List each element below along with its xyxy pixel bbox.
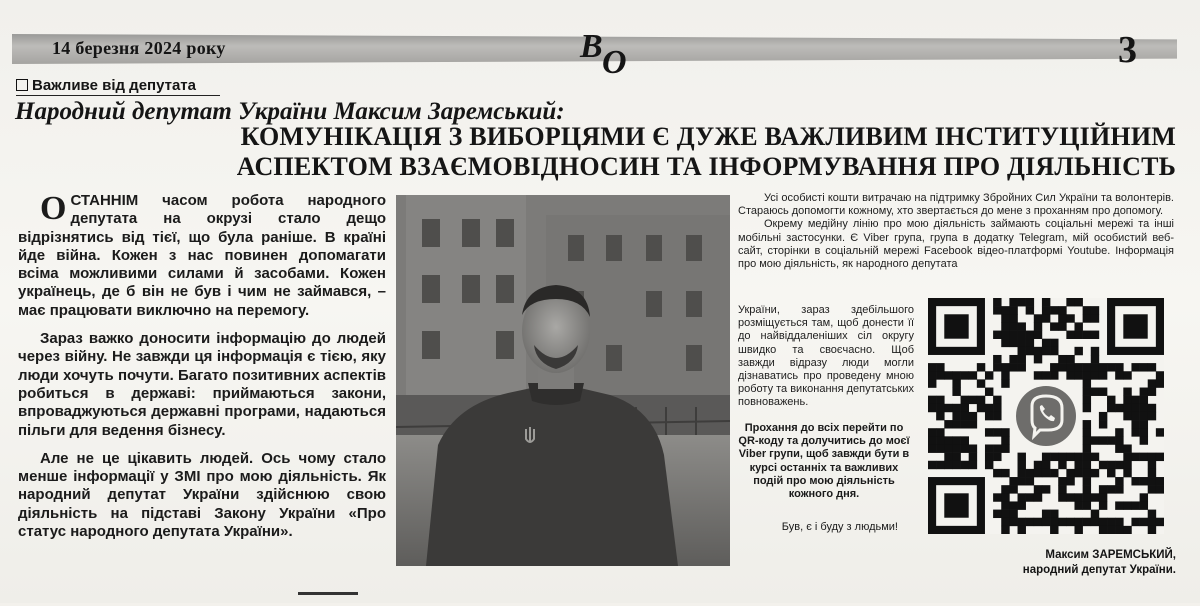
paragraph-2: Зараз важко доносити інформацію до людей через війну. Не завжди ця інформація є тією, яку люди хочуть почути. Багато позитивних аспектів робиться в державі: приймаються закони, впроваджуються державні програми, надаються пільги для ведення бізнесу. — [18, 330, 386, 439]
right-paragraph-2: Окрему медійну лінію про мою діяльність займають соціальні мережі та інші мобільні застосунки. Є Viber група, група в додатку Telegram, мій особистий веб-сайт, сторінки в соціальній мережі Facebook відео-платформі Youtube. Інформація про мою діяльність, як народного депутата — [738, 218, 1174, 271]
left-column — [18, 192, 386, 551]
right-column-top — [738, 192, 1174, 271]
logo-letter-v: В — [580, 28, 603, 65]
right-paragraph-1: Усі особисті кошти витрачаю на підтримку Збройних Сил України та волонтерів. Стараюсь допомогти кожному, хто звертається до мене з проханням про допомогу. — [738, 192, 1174, 218]
newspaper-logo — [578, 28, 630, 81]
signature-title: народний депутат України. — [1022, 564, 1176, 576]
qr-code — [928, 298, 1164, 534]
right-paragraph-3: України, зараз здебільшого розміщується там, щоб донести її до найвіддаленіших сіл округу швидко та своєчасно. Щоб завжди відразу люди могли дізнаватись про проведену мною роботу та виконання депутатських повноважень. — [738, 304, 914, 409]
signature-name: Максим ЗАРЕМСЬКИЙ, — [1045, 549, 1176, 561]
article-kicker: Народний депутат України Максим Заремський: — [15, 98, 565, 125]
qr-code-graphic — [928, 298, 1164, 534]
paragraph-1 — [18, 192, 386, 320]
issue-date: 14 березня 2024 року — [52, 38, 226, 58]
article-headline — [237, 122, 1176, 182]
rubric-label: Важливе від депутата — [32, 77, 196, 94]
deputy-photo — [396, 195, 730, 566]
logo-letter-o: О — [602, 44, 627, 81]
photo-illustration — [396, 195, 730, 566]
closing-line: Був, є і буду з людьми! — [781, 521, 898, 533]
next-article-fragment — [298, 592, 358, 606]
paragraph-3: Але не це цікавить людей. Ось чому стало менше інформації у ЗМІ про мою діяльність. Як народний депутат України здійснюю свою діяльність на підставі Закону України «Про статус народного депутата України». — [18, 449, 386, 541]
rubric-underline — [16, 95, 220, 96]
drop-cap: О — [40, 190, 67, 227]
headline-line-1: КОМУНІКАЦІЯ З ВИБОРЦЯМИ Є ДУЖЕ ВАЖЛИВИМ ІНСТИТУЦІЙНИМ — [240, 122, 1176, 151]
rubric — [16, 77, 196, 94]
signature — [1023, 548, 1176, 578]
headline-line-2: АСПЕКТОМ ВЗАЄМОВІДНОСИН ТА ІНФОРМУВАННЯ ПРО ДІЯЛЬНІСТЬ — [236, 152, 1176, 181]
rubric-box-icon — [16, 79, 28, 91]
right-column-narrow — [738, 304, 914, 410]
page-number: 3 — [1118, 29, 1137, 71]
paragraph-1-text: СТАННІМ часом робота народного депутата на окрузі стало дещо відрізнятись від тієї, що була раніше. В країні йде війна. Кожен з нас повинен допомагати всіма можливими силами й засобами. Кожен українець, де б він не був і чим не займався, – має працювати виключно на перемогу. — [18, 192, 386, 319]
qr-appeal: Прохання до всіх перейти по QR-коду та долучитись до моєї Viber групи, щоб завжди бути в курсі останніх та важливих подій про мою діяльність кожного дня. — [738, 422, 910, 501]
